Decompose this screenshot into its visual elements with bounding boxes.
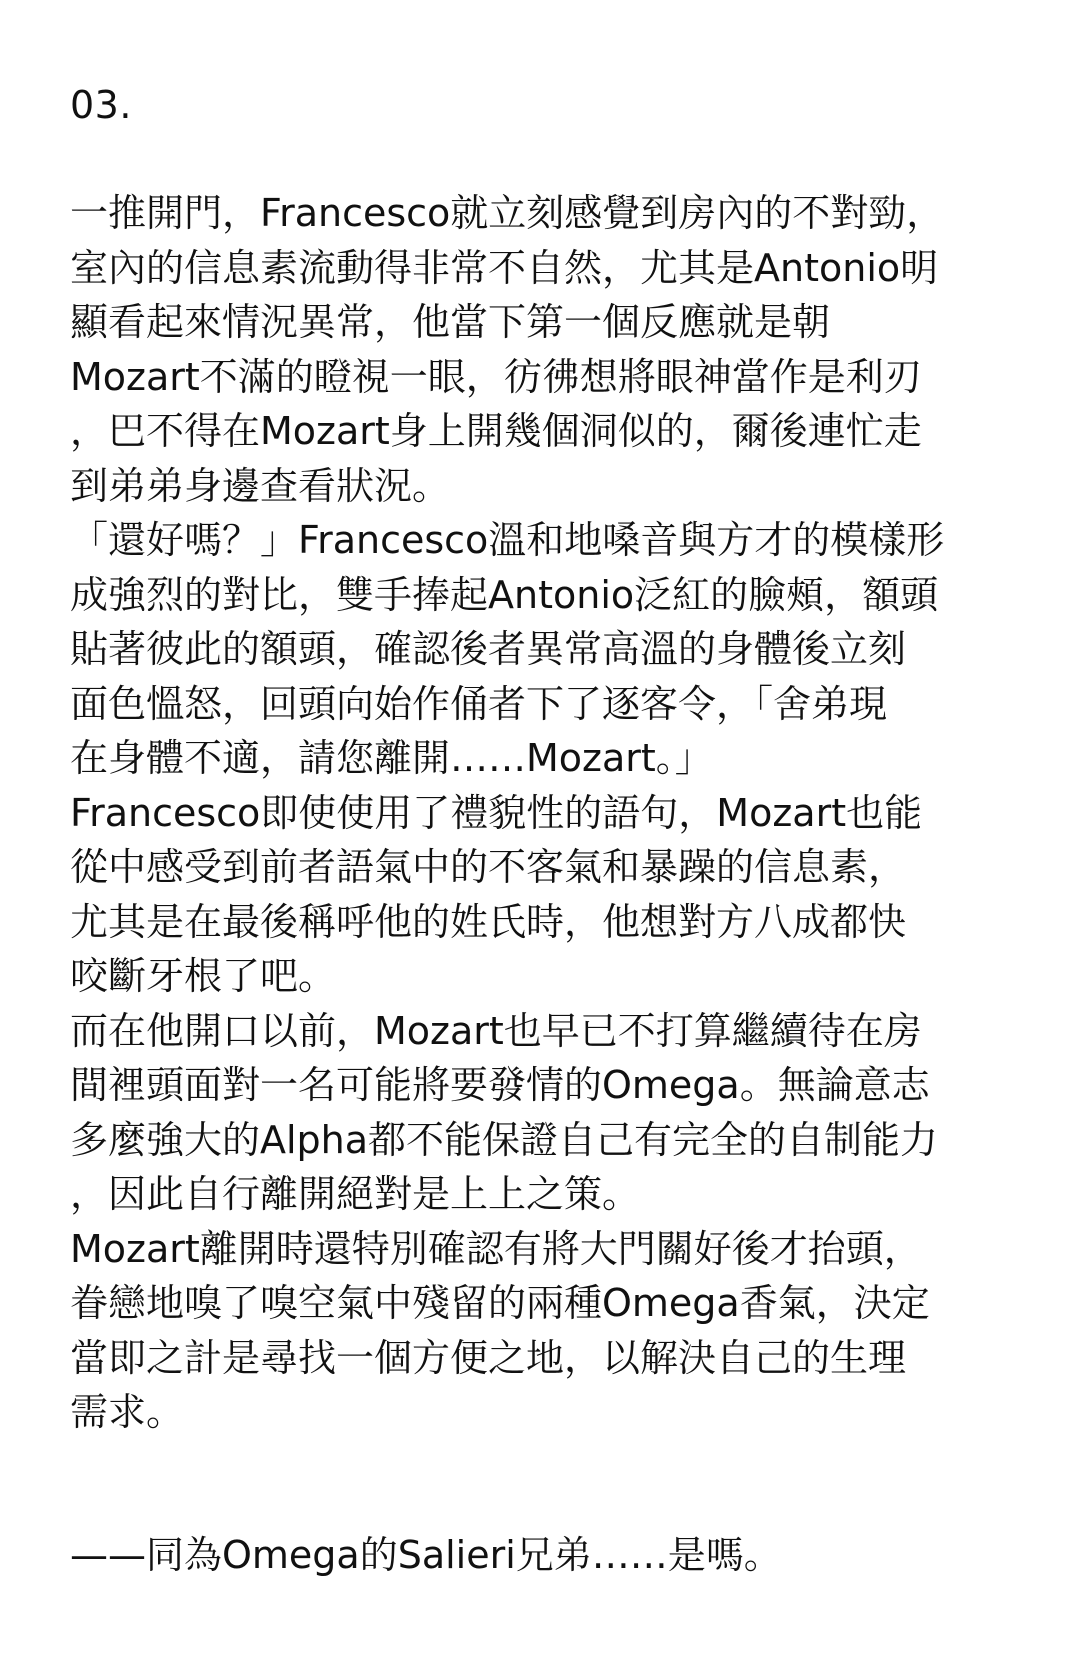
text-line: 「還好嗎？」Francesco溫和地嗓音與方才的模樣形 xyxy=(70,518,945,562)
chapter-number: 03. xyxy=(70,83,132,127)
text-line: Francesco即使使用了禮貌性的語句，Mozart也能 xyxy=(70,790,923,835)
text-line: 而在他開口以前，Mozart也早已不打算繼續待在房 xyxy=(70,1008,922,1053)
text-line: 室內的信息素流動得非常不自然，尤其是Antonio明 xyxy=(70,245,939,290)
text-line: Mozart離開時還特別確認有將大門關好後才抬頭， xyxy=(70,1226,922,1271)
text-line: 一推開門，Francesco就立刻感覺到房內的不對勁， xyxy=(70,191,945,235)
text-line: 面色慍怒，回頭向始作俑者下了逐客令，「舍弟現 xyxy=(70,681,888,726)
text-line: 貼著彼此的額頭，確認後者異常高溫的身體後立刻 xyxy=(70,627,907,671)
text-line: Mozart不滿的瞪視一眼，彷彿想將眼神當作是利刃 xyxy=(70,354,922,399)
text-line: 成強烈的對比，雙手捧起Antonio泛紅的臉頰，額頭 xyxy=(70,572,939,617)
text-line: ，巴不得在Mozart身上開幾個洞似的，爾後連忙走 xyxy=(70,409,922,453)
text-line: 間裡頭面對一名可能將要發情的Omega。無論意志 xyxy=(70,1063,930,1107)
closing-line: ——同為Omega的Salieri兄弟……是嗎。 xyxy=(70,1533,782,1577)
text-line: 在身體不適，請您離開……Mozart。」 xyxy=(70,736,713,780)
text-line: 顯看起來情況異常，他當下第一個反應就是朝 xyxy=(70,300,831,344)
text-line: 咬斷牙根了吧。 xyxy=(70,954,337,998)
text-line: 多麼強大的Alpha都不能保證自己有完全的自制能力 xyxy=(70,1117,939,1162)
text-line: 需求。 xyxy=(70,1390,185,1434)
text-line: 當即之計是尋找一個方便之地，以解決自己的生理 xyxy=(70,1335,907,1380)
text-line: 到弟弟身邊查看狀況。 xyxy=(70,463,451,508)
story-body xyxy=(70,186,1010,1440)
text-line: 尤其是在最後稱呼他的姓氏時，他想對方八成都快 xyxy=(70,899,907,944)
text-line: ，因此自行離開絕對是上上之策。 xyxy=(70,1172,641,1216)
text-line: 眷戀地嗅了嗅空氣中殘留的兩種Omega香氣，決定 xyxy=(70,1281,930,1325)
text-line: 從中感受到前者語氣中的不客氣和暴躁的信息素， xyxy=(70,845,907,889)
